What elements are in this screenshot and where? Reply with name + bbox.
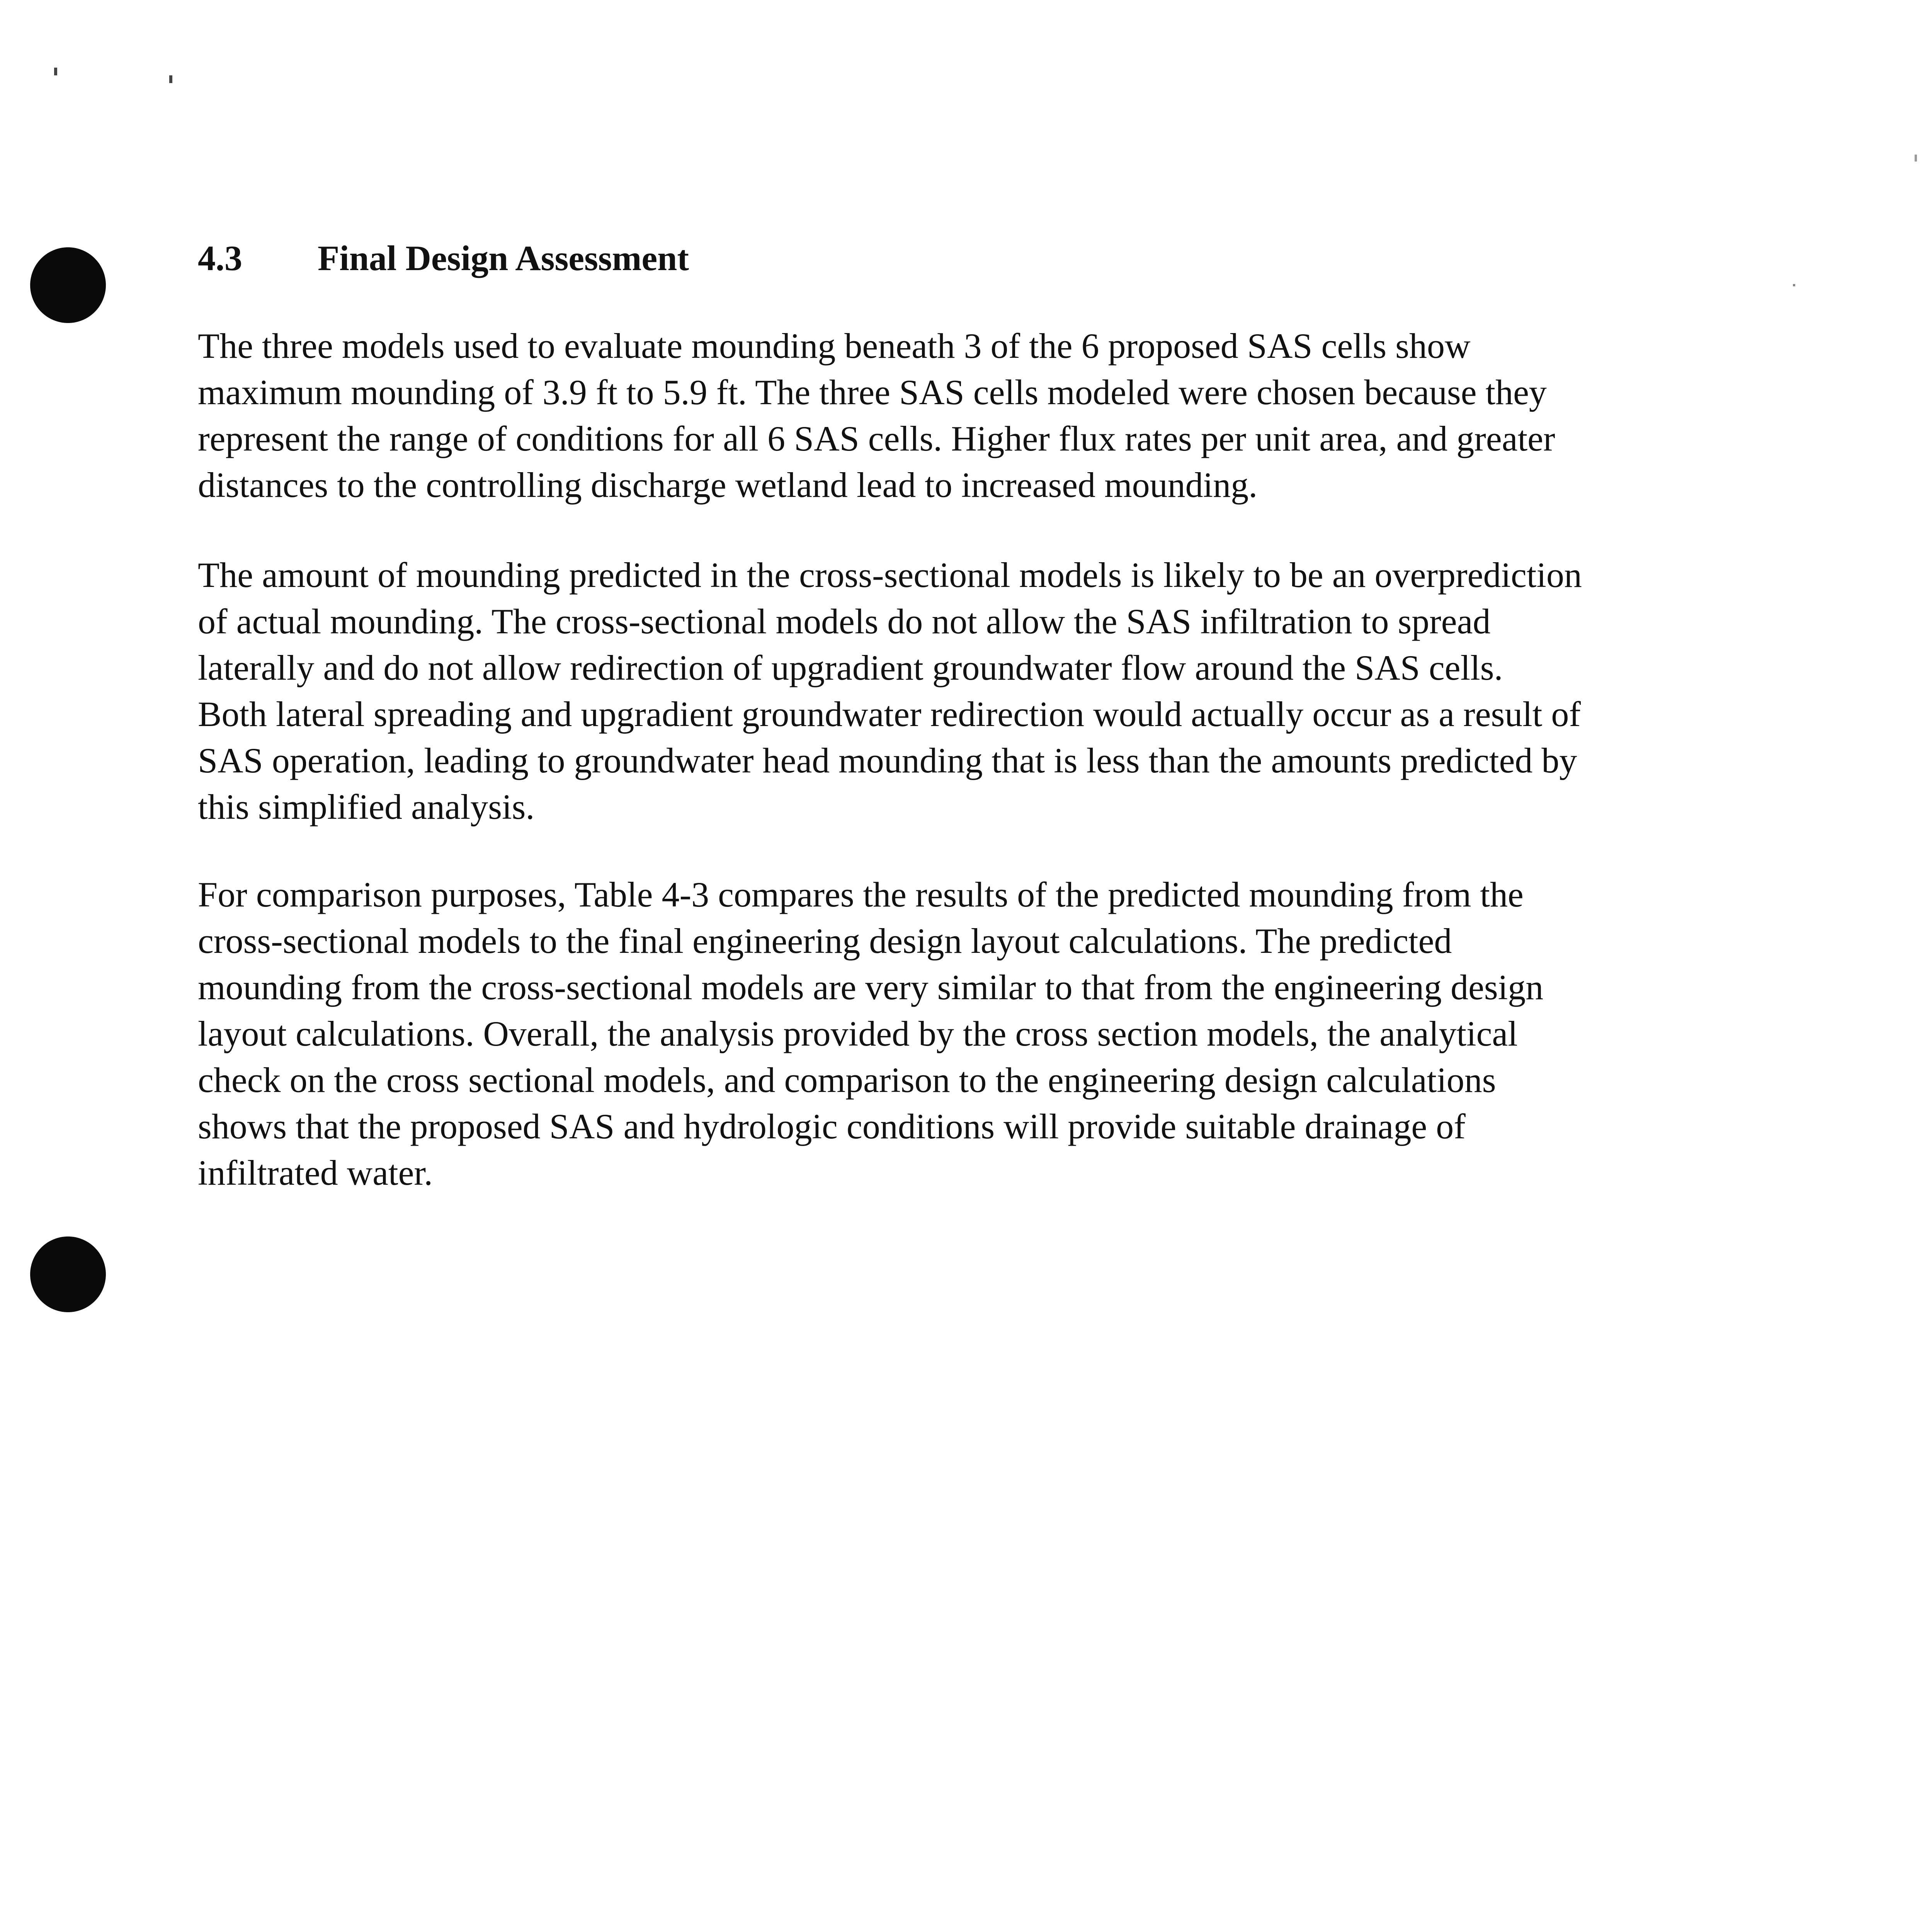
paragraph-line: Both lateral spreading and upgradient groundwater redirection would actually occur as a result of: [198, 694, 1581, 734]
paragraph-line: The three models used to evaluate mounding beneath 3 of the 6 proposed SAS cells show: [198, 326, 1471, 366]
paragraph-line: The amount of mounding predicted in the cross-sectional models is likely to be an overprediction: [198, 555, 1582, 595]
section-number: 4.3: [198, 238, 242, 278]
scan-speck: [1793, 284, 1795, 286]
paragraph-line: check on the cross sectional models, and comparison to the engineering design calculations: [198, 1060, 1496, 1100]
paragraph-line: represent the range of conditions for all 6 SAS cells. Higher flux rates per unit area, and greater: [198, 419, 1555, 458]
paragraph-line: this simplified analysis.: [198, 787, 535, 827]
scan-speck: [54, 68, 57, 75]
paragraph-line: maximum mounding of 3.9 ft to 5.9 ft. The three SAS cells modeled were chosen because they: [198, 372, 1547, 412]
paragraph-line: infiltrated water.: [198, 1153, 433, 1192]
paragraph-line: shows that the proposed SAS and hydrologic conditions will provide suitable drainage of: [198, 1107, 1466, 1146]
paragraph-line: For comparison purposes, Table 4-3 compares the results of the predicted mounding from the: [198, 875, 1524, 914]
scan-speck: [1915, 155, 1917, 162]
paragraph-line: layout calculations. Overall, the analysis provided by the cross section models, the analytical: [198, 1014, 1518, 1053]
paragraph-line: laterally and do not allow redirection of upgradient groundwater flow around the SAS cells.: [198, 648, 1503, 687]
paragraph-line: mounding from the cross-sectional models are very similar to that from the engineering design: [198, 968, 1544, 1007]
paragraph-3: [198, 871, 1740, 1196]
paragraph-1: [198, 323, 1740, 508]
paragraph-line: SAS operation, leading to groundwater head mounding that is less than the amounts predicted by: [198, 741, 1577, 780]
paragraph-2: [198, 552, 1740, 830]
punch-hole-top: [30, 247, 106, 323]
scan-speck: [169, 75, 172, 83]
paragraph-line: cross-sectional models to the final engineering design layout calculations. The predicted: [198, 921, 1452, 961]
section-title: Final Design Assessment: [318, 238, 689, 278]
section-heading: [198, 235, 689, 281]
paragraph-line: of actual mounding. The cross-sectional models do not allow the SAS infiltration to spread: [198, 602, 1491, 641]
paragraph-line: distances to the controlling discharge wetland lead to increased mounding.: [198, 465, 1258, 505]
punch-hole-middle: [30, 1236, 106, 1312]
